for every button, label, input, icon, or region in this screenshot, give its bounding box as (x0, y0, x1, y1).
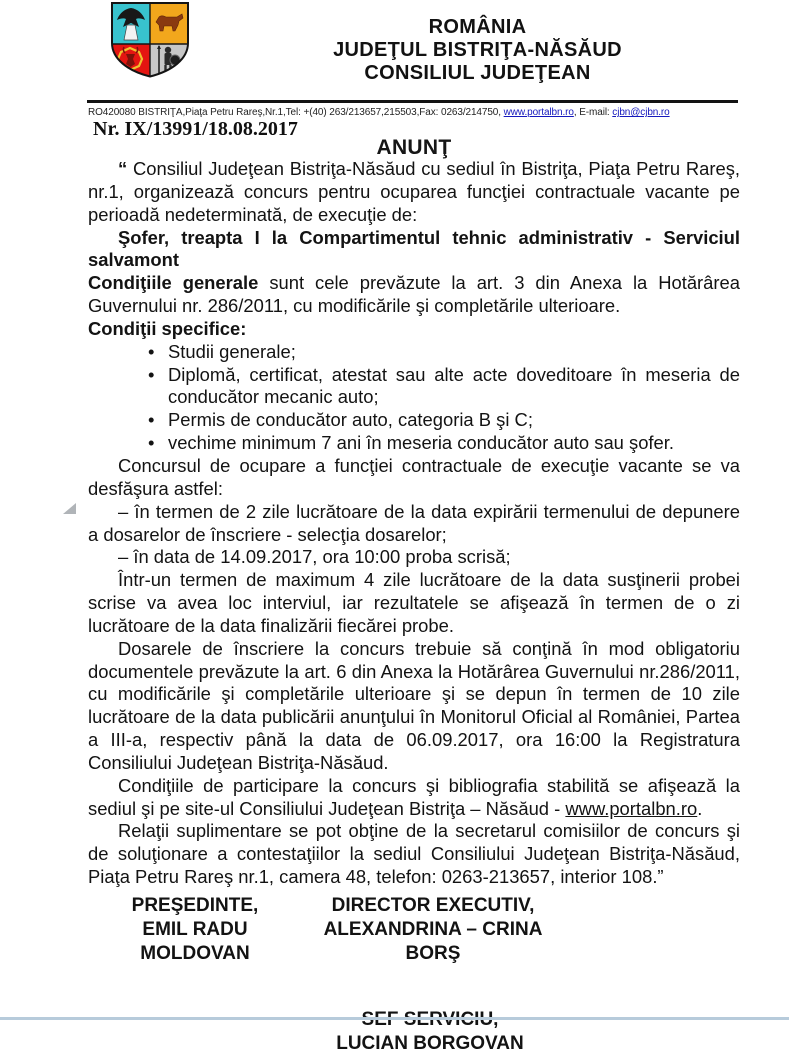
opening-quote: “ (118, 158, 133, 179)
scan-artifact-triangle (63, 503, 76, 514)
header-divider (87, 100, 738, 103)
schedule-item: – în data de 14.09.2017, ora 10:00 proba scrisă; (118, 546, 511, 568)
letterhead (215, 16, 740, 85)
contact-email-label: , E-mail: (573, 107, 613, 118)
signature-name: ALEXANDRINA – CRINA BORŞ (323, 919, 543, 964)
reference-number: Nr. IX/13991/18.08.2017 (93, 118, 298, 140)
paragraph-specific-conditions-heading: Condiţii specifice: (88, 317, 247, 339)
paragraph-further-info: Relaţii suplimentare se pot obţine de la secretarul comisiilor de concurs şi de soluţionare a contestaţiilor la sediul Consiliului Judeţean Bistriţa-Năsăud, Piaţa Petru Rareş nr.1, camera 48, telefon: 0263-213657, interior 108.” (88, 820, 740, 888)
list-item: • Diplomă, certificat, atestat sau alte acte doveditoare în meseria de conducător mecanic auto; (168, 364, 740, 410)
letterhead-county: JUDEŢUL BISTRIŢA-NĂSĂUD (333, 39, 622, 61)
contact-address: RO420080 BISTRIŢA,Piaţa Petru Rareş,Nr.1,Tel: +(40) 263/213657,215503,Fax: 0263/214750, (88, 107, 504, 118)
paragraph-interview: Într-un termen de maximum 4 zile lucrătoare de la data susţinerii probei scrise va avea loc interviul, iar rezultatele se afişează în termen de o zi lucrătoare de la data finalizării fiecărei probe. (88, 569, 740, 636)
signature-title: DIRECTOR EXECUTIV, (331, 895, 535, 916)
signature-head-of-service (280, 1008, 580, 1056)
signature-title (280, 1008, 580, 1032)
paragraph-schedule-intro: Concursul de ocupare a funcţiei contractuale de execuţie vacante se va desfăşura astfel: (88, 454, 740, 499)
website-link[interactable]: www.portalbn.ro (503, 107, 574, 118)
paragraph-position: Şofer, treapta I la Compartimentul tehnic administrativ - Serviciul salvamont (88, 226, 740, 271)
signature-row (88, 894, 740, 966)
paragraph-general-conditions: Condiţiile generale sunt cele prevăzute la art. 3 din Anexa la Hotărârea Guvernului nr. 286/2011, cu modificările şi completările ulterioare. (88, 272, 740, 317)
letterhead-country: ROMÂNIA (428, 16, 527, 38)
document-title: ANUNŢ (376, 136, 452, 159)
signature-name: LUCIAN BORGOVAN (336, 1033, 524, 1054)
list-item: • Permis de conducător auto, categoria B şi C; (168, 409, 740, 432)
paragraph-dossier: Dosarele de înscriere la concurs trebuie să conţină în mod obligatoriu documentele prevăzute la art. 6 din Anexa la Hotărârea Guvernului nr.286/2011, cu modificările şi completările ulterioare şi se depun în termen de 10 zile lucrătoare de la data publicării anunţului în Monitorul Oficial al României, Partea a III-a, respectiv până la data de 06.09.2017, ora 16:00 la Registratura Consiliului Judeţean Bistriţa-Năsăud. (88, 637, 740, 773)
coat-of-arms (109, 1, 191, 79)
website-link-inline[interactable]: www.portalbn.ro (565, 797, 698, 819)
document-body (88, 158, 740, 1056)
signature-name: EMIL RADU MOLDOVAN (140, 919, 250, 964)
paragraph-intro: “ Consiliul Judeţean Bistriţa-Năsăud cu sediul în Bistriţa, Piaţa Petru Rareş, nr.1, organizează concurs pentru ocuparea funcţiei contractuale vacante pe perioadă nedeterminată, de execuţie de: (88, 158, 741, 225)
letterhead-institution: CONSILIUL JUDEŢEAN (364, 62, 591, 84)
signature-executive-director (302, 894, 564, 966)
email-link[interactable]: cjbn@cjbn.ro (612, 107, 670, 118)
signature-title: PREŞEDINTE, (131, 895, 259, 916)
schedule-item: – în termen de 2 zile lucrătoare de la data expirării termenului de depunere a dosarelor de înscriere - selecţia dosarelor; (88, 500, 740, 545)
specific-conditions-list (88, 341, 740, 455)
paragraph-bibliography: Condiţiile de participare la concurs şi bibliografia stabilită se afişează la sediul şi pe site-ul Consiliului Judeţean Bistriţa – Năsăud - www.portalbn.ro. (88, 774, 740, 819)
list-item: • Studii generale; (168, 341, 740, 364)
list-item: • vechime minimum 7 ani în meseria conducător auto sau şofer. (168, 432, 740, 455)
signature-president (88, 894, 302, 966)
